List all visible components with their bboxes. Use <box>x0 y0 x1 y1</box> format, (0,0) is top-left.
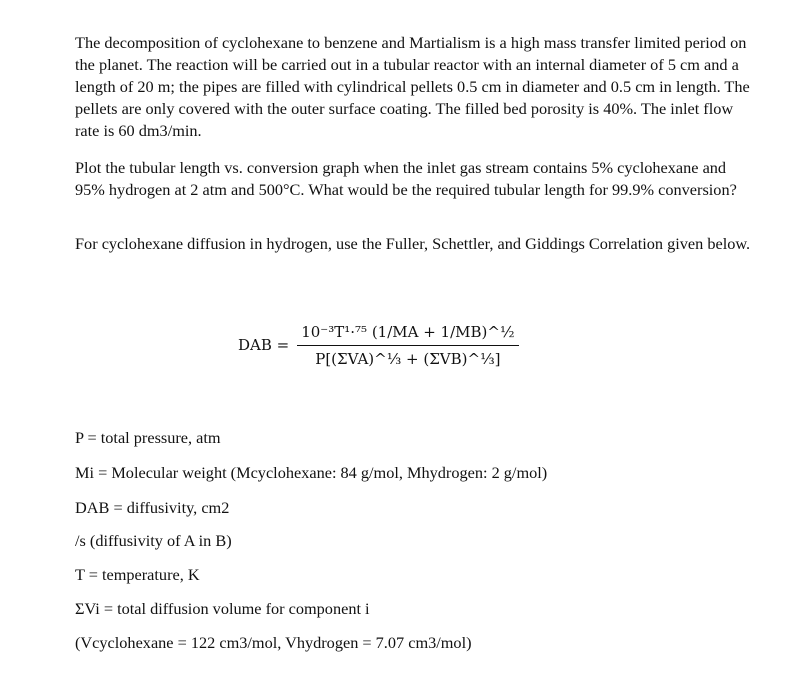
definition-diffusivity-cont: /s (diffusivity of A in B) <box>75 531 232 550</box>
fuller-correlation-formula <box>238 300 519 390</box>
definition-diffusivity: DAB = diffusivity, cm2 <box>75 498 230 517</box>
definition-pressure: P = total pressure, atm <box>75 428 221 447</box>
definition-temperature: T = temperature, K <box>75 565 200 584</box>
formula-fraction <box>297 323 518 368</box>
formula-lhs: DAB = <box>238 336 290 354</box>
correlation-paragraph: For cyclohexane diffusion in hydrogen, use the Fuller, Schettler, and Giddings Correlation given below. <box>75 234 751 253</box>
definition-molecular-weight: Mi = Molecular weight (Mcyclohexane: 84 g/mol, Mhydrogen: 2 g/mol) <box>75 463 548 482</box>
formula-numerator: 10⁻³T¹·⁷⁵ (1/MA + 1/MB)^½ <box>297 323 518 346</box>
formula-denominator: P[(ΣVA)^⅓ + (ΣVB)^⅓] <box>315 349 501 368</box>
problem-paragraph: The decomposition of cyclohexane to benzene and Martialism is a high mass transfer limited period on the planet. The reaction will be carried out in a tubular reactor with an internal diameter of 5 cm and a length of 20 m; the pipes are filled with cylindrical pellets 0.5 cm in diameter and 0.5 cm in length. The pellets are only covered with the outer surface coating. The filled bed porosity is 40%. The inlet flow rate is 60 dm3/min. <box>75 33 750 140</box>
definition-volume-values: (Vcyclohexane = 122 cm3/mol, Vhydrogen = 7.07 cm3/mol) <box>75 633 472 652</box>
task-paragraph: Plot the tubular length vs. conversion graph when the inlet gas stream contains 5% cyclohexane and 95% hydrogen at 2 atm and 500°C. What would be the required tubular length for 99.9% conversion? <box>75 158 737 199</box>
definition-diffusion-volume: ΣVi = total diffusion volume for component i <box>75 599 370 618</box>
